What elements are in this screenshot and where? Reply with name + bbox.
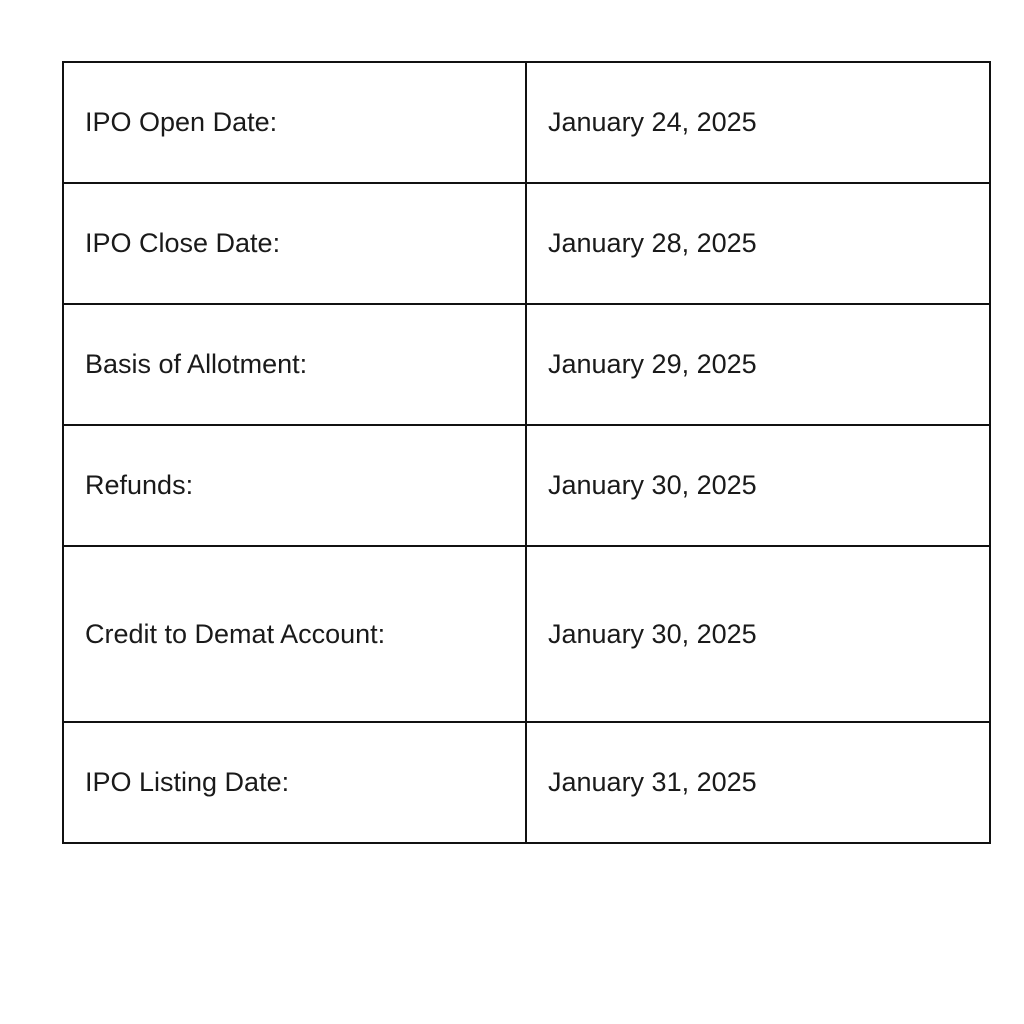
row-label: Credit to Demat Account: [63, 546, 526, 722]
row-label: Basis of Allotment: [63, 304, 526, 425]
row-value: January 30, 2025 [526, 546, 990, 722]
row-label: IPO Close Date: [63, 183, 526, 304]
row-label: IPO Listing Date: [63, 722, 526, 843]
row-label: IPO Open Date: [63, 62, 526, 183]
table-row [63, 425, 990, 546]
table-row [63, 546, 990, 722]
row-value: January 30, 2025 [526, 425, 990, 546]
row-value: January 31, 2025 [526, 722, 990, 843]
table-row [63, 183, 990, 304]
row-value: January 24, 2025 [526, 62, 990, 183]
ipo-schedule-table [62, 61, 991, 844]
row-label: Refunds: [63, 425, 526, 546]
row-value: January 28, 2025 [526, 183, 990, 304]
row-value: January 29, 2025 [526, 304, 990, 425]
table-row [63, 62, 990, 183]
table-row [63, 304, 990, 425]
table-row [63, 722, 990, 843]
